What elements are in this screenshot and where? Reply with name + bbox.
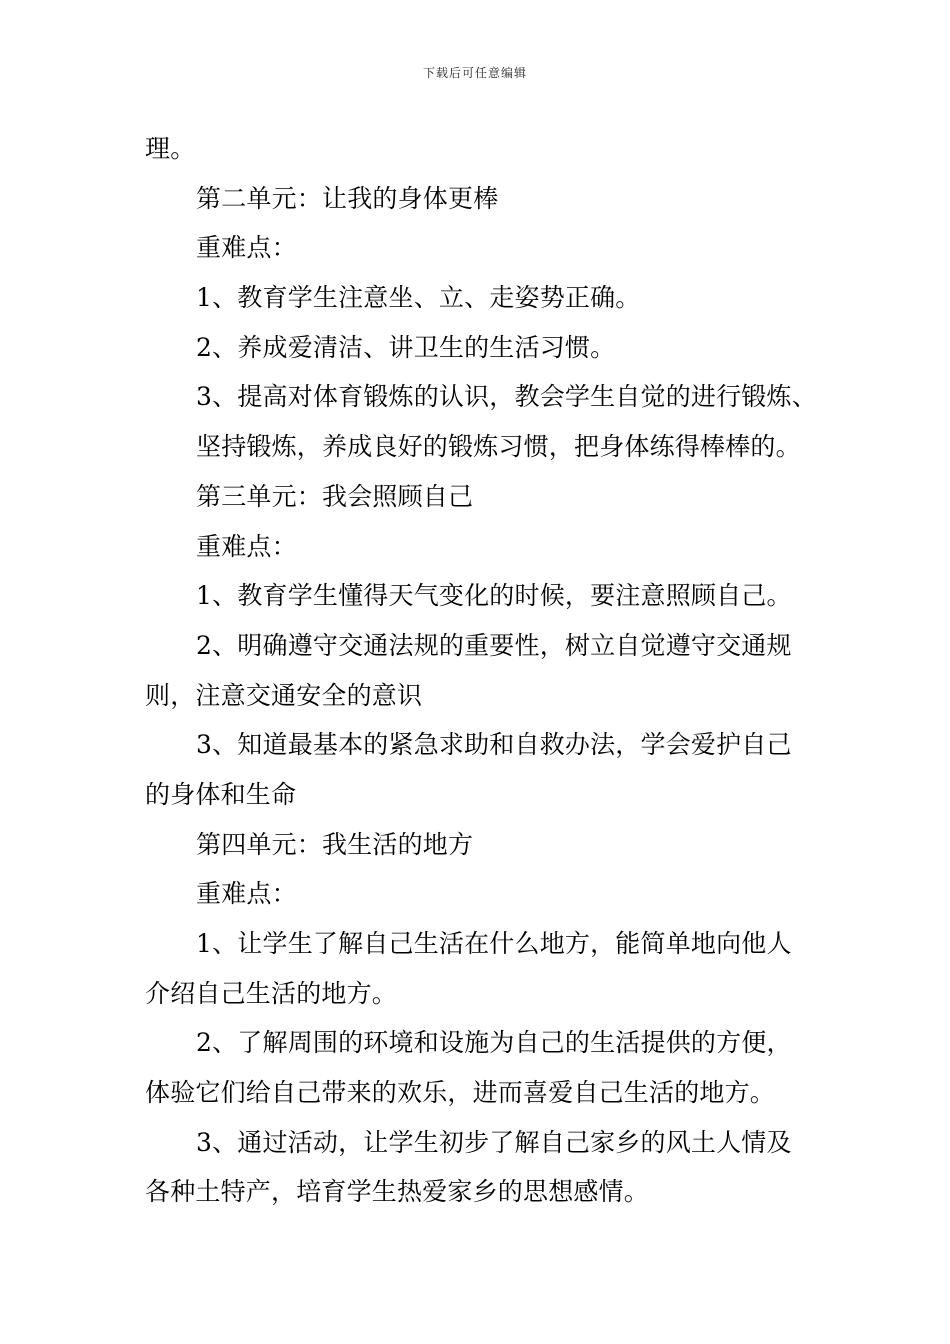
paragraph-line: 2、了解周围的环境和设施为自己的生活提供的方便， [196,1028,792,1058]
paragraph-line: 理。 [145,134,196,163]
page-header-note: 下载后可任意编辑 [422,66,527,80]
paragraph-line: 1、教育学生懂得天气变化的时候，要注意照顾自己。 [196,581,792,611]
paragraph-line: 各种土特产，培育学生热爱家乡的思想感情。 [145,1177,650,1207]
paragraph-line: 3、提高对体育锻炼的认识，教会学生自觉的进行锻炼、 [196,382,817,412]
key-points-label: 重难点： [196,233,297,263]
unit-heading: 第二单元：让我的身体更棒 [196,183,499,213]
key-points-label: 重难点： [196,879,297,909]
paragraph-line: 介绍自己生活的地方。 [145,978,398,1008]
paragraph-line: 3、知道最基本的紧急求助和自救办法，学会爱护自己 [196,730,792,760]
paragraph-line: 坚持锻炼，养成良好的锻炼习惯，把身体练得棒棒的。 [196,432,801,462]
paragraph-line: 2、明确遵守交通法规的重要性，树立自觉遵守交通规 [196,630,792,660]
paragraph-line: 体验它们给自己带来的欢乐，进而喜爱自己生活的地方。 [145,1078,776,1108]
paragraph-line: 则，注意交通安全的意识 [145,680,423,710]
paragraph-line: 的身体和生命 [145,779,297,809]
unit-heading: 第三单元：我会照顾自己 [196,481,474,511]
unit-heading: 第四单元：我生活的地方 [196,829,474,859]
paragraph-line: 1、教育学生注意坐、立、走姿势正确。 [196,283,641,313]
document-body [145,124,815,1217]
paragraph-line: 2、养成爱清洁、讲卫生的生活习惯。 [196,332,616,362]
key-points-label: 重难点： [196,531,297,561]
paragraph-line: 1、让学生了解自己生活在什么地方，能简单地向他人 [196,929,792,958]
paragraph-line: 3、通过活动，让学生初步了解自己家乡的风土人情及 [196,1127,792,1157]
